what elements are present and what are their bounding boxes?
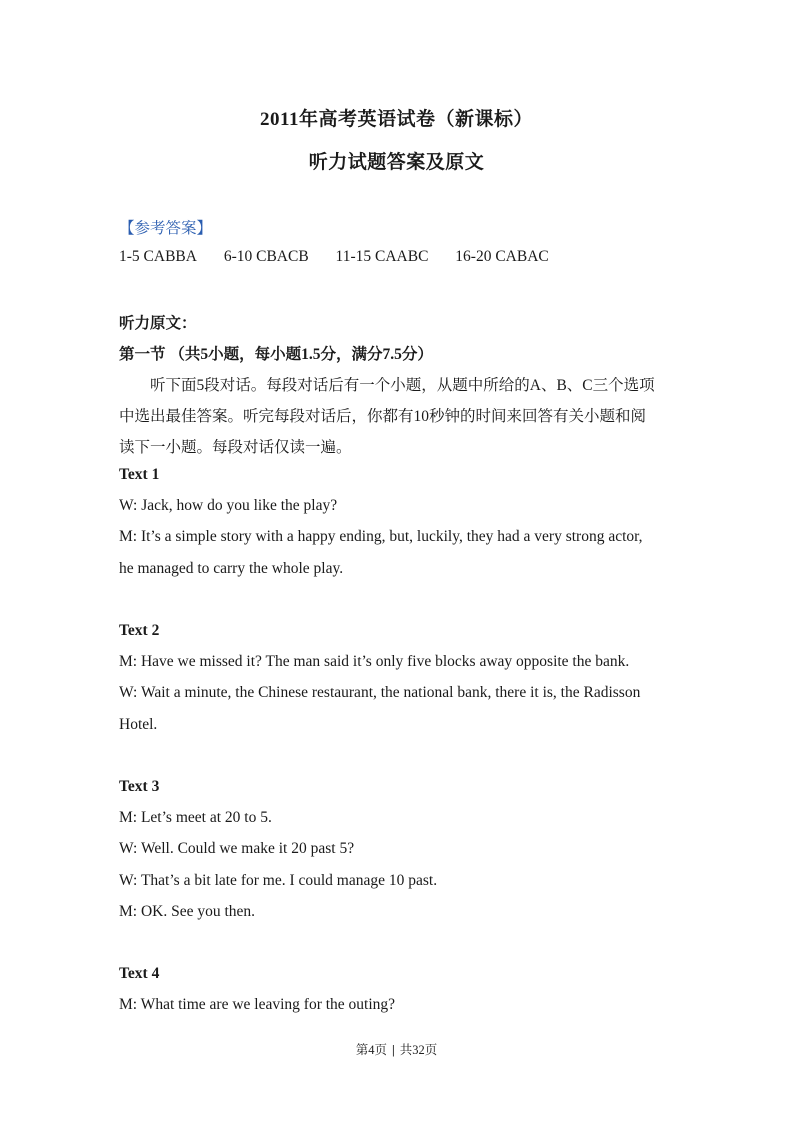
instruction-line: 读下一小题。每段对话仅读一遍。 (119, 439, 352, 456)
section-heading: 第一节 （共5小题，每小题1.5分，满分7.5分） (119, 346, 433, 363)
document-title: 2011年高考英语试卷（新课标） (260, 109, 533, 130)
document-subtitle: 听力试题答案及原文 (308, 152, 485, 173)
answer-group: 6-10 CBACB (223, 248, 309, 265)
page-total: 共32页 (399, 1043, 438, 1057)
dialogue-line: M: It’s a simple story with a happy ending, but, luckily, they had a very strong actor, (119, 528, 643, 545)
answer-group: 11-15 CAABC (335, 248, 429, 265)
footer-separator: | (391, 1043, 395, 1057)
dialogue-line: W: Jack, how do you like the play? (119, 497, 338, 514)
text-label: Text 3 (119, 778, 160, 795)
dialogue-line: W: That’s a bit late for me. I could manage 10 past. (119, 872, 438, 889)
dialogue-line: Hotel. (119, 716, 158, 733)
instruction-line: 听下面5段对话。每段对话后有一个小题，从题中所给的A、B、C三个选项 (150, 377, 655, 394)
answer-group: 1-5 CABBA (119, 248, 197, 265)
dialogue-line: W: Well. Could we make it 20 past 5? (119, 840, 355, 857)
text-label: Text 1 (119, 466, 160, 483)
reference-answers-heading: 【参考答案】 (119, 220, 213, 237)
dialogue-line: M: What time are we leaving for the outing? (119, 996, 396, 1013)
dialogue-line: M: OK. See you then. (119, 903, 256, 920)
answer-key-row (119, 248, 572, 266)
transcript-heading: 听力原文： (119, 315, 197, 332)
dialogue-line: M: Let’s meet at 20 to 5. (119, 809, 272, 826)
text-label: Text 2 (119, 622, 160, 639)
instruction-line: 中选出最佳答案。听完每段对话后，你都有10秒钟的时间来回答有关小题和阅 (119, 408, 647, 425)
answer-group: 16-20 CABAC (455, 248, 549, 265)
dialogue-line: he managed to carry the whole play. (119, 560, 344, 577)
text-label: Text 4 (119, 965, 160, 982)
dialogue-line: M: Have we missed it? The man said it’s only five blocks away opposite the bank. (119, 653, 630, 670)
page-footer (0, 1040, 793, 1058)
dialogue-line: W: Wait a minute, the Chinese restaurant, the national bank, there it is, the Radisson (119, 684, 641, 701)
page-number: 第4页 (355, 1043, 387, 1057)
